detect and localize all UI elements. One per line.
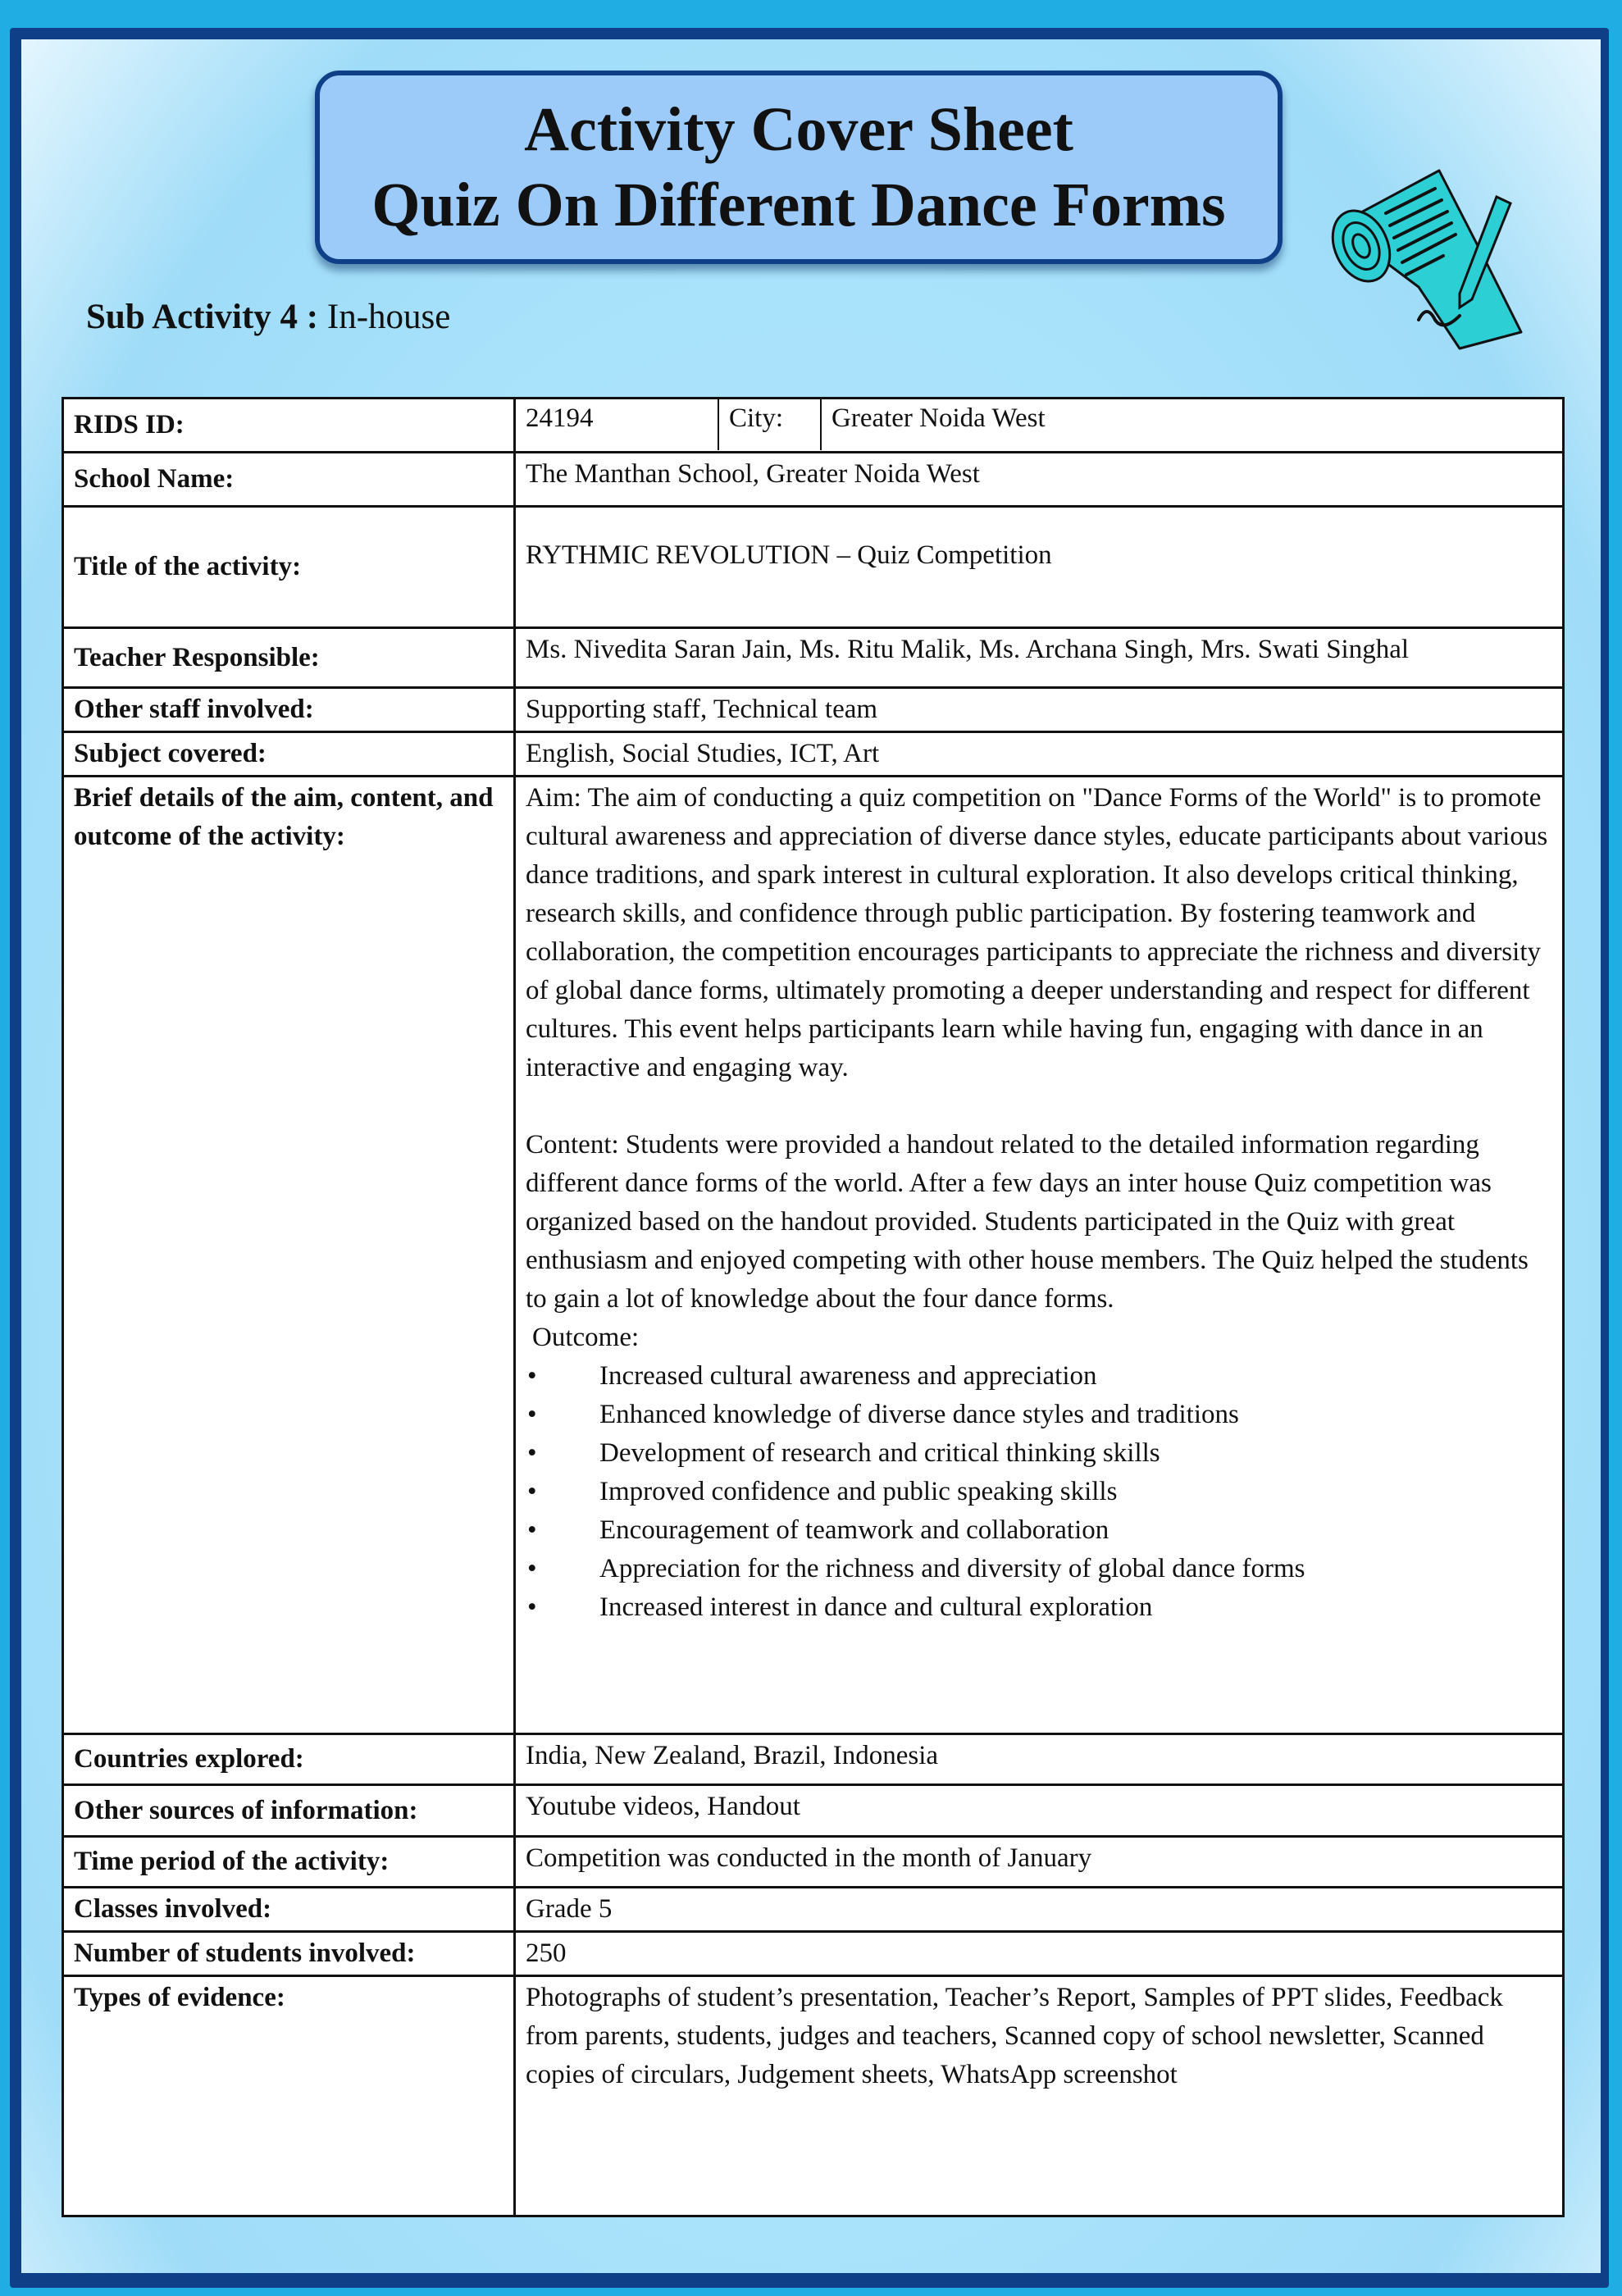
row-school <box>63 453 1564 507</box>
evidence-label: Types of evidence: <box>63 1976 515 2216</box>
evidence-value: Photographs of student’s presentation, Teacher’s Report, Samples of PPT slides, Feedback from parents, students, judges and teachers, Scanned copy of school newsletter, Scanned copies of circulars, Judgement sheets, WhatsApp screenshot <box>515 1976 1564 2216</box>
row-staff <box>63 688 1564 732</box>
outcome-item: • Increased interest in dance and cultural exploration <box>526 1588 1552 1627</box>
staff-label: Other staff involved: <box>63 688 515 732</box>
outcome-item: • Increased cultural awareness and appreciation <box>526 1357 1552 1396</box>
scroll-with-pen-icon <box>1320 164 1542 357</box>
title-banner <box>315 71 1283 264</box>
row-countries <box>63 1734 1564 1785</box>
staff-value: Supporting staff, Technical team <box>515 688 1564 732</box>
outcome-item: • Appreciation for the richness and diversity of global dance forms <box>526 1550 1552 1588</box>
title-line-1: Activity Cover Sheet <box>524 95 1073 164</box>
row-rids <box>63 399 1564 453</box>
city-label: City: <box>719 399 822 450</box>
outcome-item: • Development of research and critical thinking skills <box>526 1434 1552 1473</box>
subject-label: Subject covered: <box>63 732 515 777</box>
countries-value: India, New Zealand, Brazil, Indonesia <box>515 1734 1564 1785</box>
sub-activity-value: In-house <box>326 298 451 336</box>
subject-value: English, Social Studies, ICT, Art <box>515 732 1564 777</box>
countries-label: Countries explored: <box>63 1734 515 1785</box>
row-teacher <box>63 628 1564 688</box>
sub-activity <box>86 297 450 337</box>
rids-label: RIDS ID: <box>63 399 515 453</box>
row-sources <box>63 1785 1564 1837</box>
activity-details-table <box>62 397 1565 2217</box>
aim-text: Aim: The aim of conducting a quiz competition on "Dance Forms of the World" is to promote cultural awareness and appreciation of diverse dance styles, educate participants about various dance traditions, and spark interest in cultural exploration. It also develops critical thinking, research skills, and confidence through public participation. By fostering teamwork and collaboration, the competition encourages participants to appreciate the richness and diversity of global dance forms, ultimately promoting a deeper understanding and respect for different cultures. This event helps participants learn while having fun, engaging with dance in an interactive and engaging way. <box>526 783 1548 1082</box>
classes-label: Classes involved: <box>63 1888 515 1932</box>
students-label: Number of students involved: <box>63 1932 515 1976</box>
brief-value <box>515 777 1564 1734</box>
outcome-label: Outcome: <box>532 1323 640 1352</box>
row-students <box>63 1932 1564 1976</box>
rids-value: 24194 <box>516 399 719 450</box>
outcome-item: • Encouragement of teamwork and collaboration <box>526 1511 1552 1550</box>
row-time <box>63 1837 1564 1888</box>
outcome-item: • Improved confidence and public speaking skills <box>526 1473 1552 1511</box>
row-subject <box>63 732 1564 777</box>
school-value: The Manthan School, Greater Noida West <box>515 453 1564 507</box>
title-label: Title of the activity: <box>63 507 515 628</box>
row-title <box>63 507 1564 628</box>
row-brief <box>63 777 1564 1734</box>
teacher-value: Ms. Nivedita Saran Jain, Ms. Ritu Malik, Ms. Archana Singh, Mrs. Swati Singhal <box>515 628 1564 688</box>
time-value: Competition was conducted in the month of January <box>515 1837 1564 1888</box>
sources-value: Youtube videos, Handout <box>515 1785 1564 1837</box>
sub-activity-label: Sub Activity 4 : <box>86 298 319 336</box>
teacher-label: Teacher Responsible: <box>63 628 515 688</box>
row-evidence <box>63 1976 1564 2216</box>
content-text: Content: Students were provided a handout related to the detailed information regarding different dance forms of the world. After a few days an inter house Quiz competition was organized based on the handout provided. Students participated in the Quiz with great enthusiasm and enjoyed competing with other house members. The Quiz helped the students to gain a lot of knowledge about the four dance forms. <box>526 1130 1529 1314</box>
school-label: School Name: <box>63 453 515 507</box>
brief-label: Brief details of the aim, content, and outcome of the activity: <box>63 777 515 1734</box>
outcome-list <box>526 1357 1552 1627</box>
row-classes <box>63 1888 1564 1932</box>
students-value: 250 <box>515 1932 1564 1976</box>
time-label: Time period of the activity: <box>63 1837 515 1888</box>
sources-label: Other sources of information: <box>63 1785 515 1837</box>
title-value: RYTHMIC REVOLUTION – Quiz Competition <box>515 507 1564 628</box>
classes-value: Grade 5 <box>515 1888 1564 1932</box>
outcome-item: • Enhanced knowledge of diverse dance styles and traditions <box>526 1396 1552 1434</box>
city-value: Greater Noida West <box>832 403 1046 433</box>
title-line-2: Quiz On Different Dance Forms <box>371 171 1226 239</box>
